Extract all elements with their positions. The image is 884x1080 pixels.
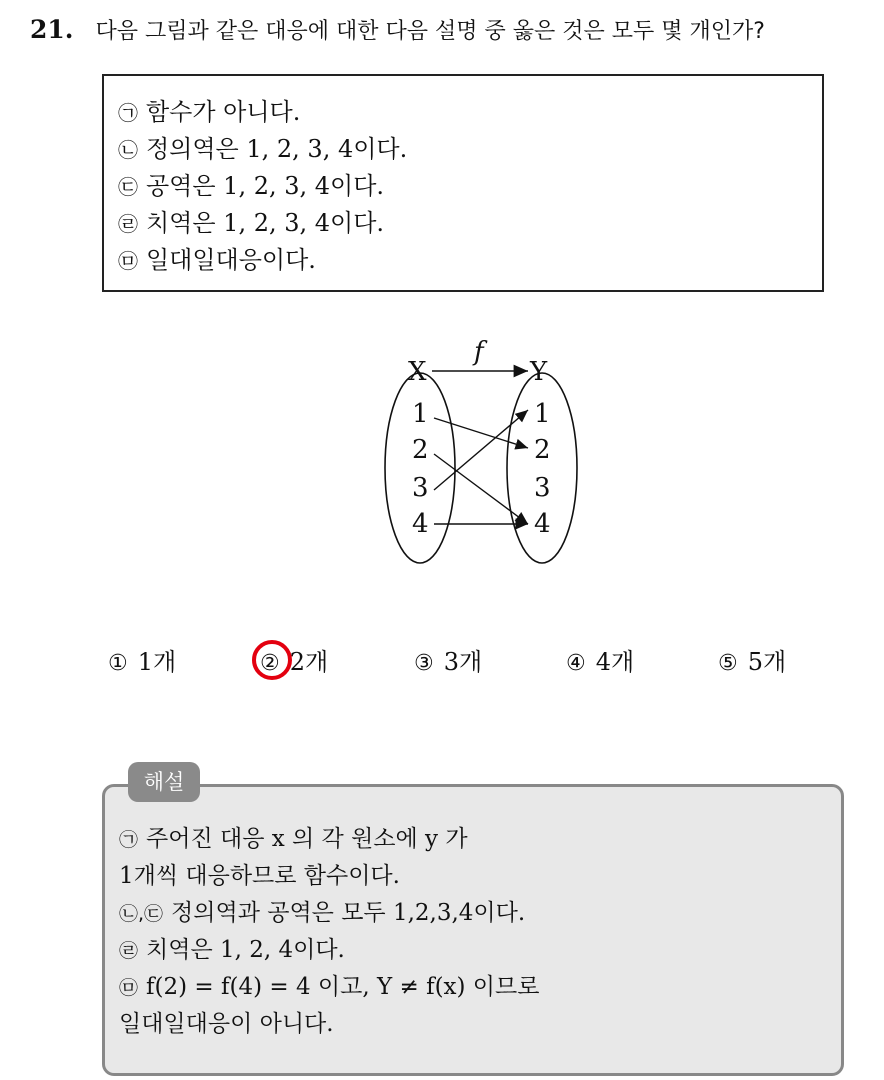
statement-item [118,131,822,168]
question-number: 21. [30,15,74,44]
choice-text: 3개 [443,648,483,676]
choice-number: ③ [414,651,434,676]
solution-text: f(2) = f(4) = 4 이고, Y ≠ f(x) 이므로 [146,974,540,1000]
solution-line [119,821,841,858]
solution-mark: ㉠ [119,829,139,851]
solution-tab: 해설 [128,762,200,802]
choice-number: ① [108,651,128,676]
mapping-diagram [370,330,600,570]
statement-mark: ㉠ [118,101,138,125]
solution-text: 정의역과 공역은 모두 1,2,3,4이다. [171,900,526,926]
domain-element: 1 [412,399,429,429]
solution-line [119,932,841,969]
codomain-element: 2 [534,435,551,465]
choice-number: ④ [566,651,586,676]
codomain-element: 1 [534,399,551,429]
statement-mark: ㉡ [118,138,138,162]
selected-choice-ring [252,640,292,680]
choice-4[interactable] [566,642,634,677]
statement-mark: ㉣ [118,212,138,236]
solution-text: 일대일대응이 아니다. [119,1011,334,1037]
choice-3[interactable] [414,642,482,677]
statement-text: 공역은 1, 2, 3, 4이다. [146,172,385,200]
statement-text: 치역은 1, 2, 3, 4이다. [146,209,385,237]
choice-text: 2개 [289,648,329,676]
statement-mark: ㉤ [118,249,138,273]
solution-line [119,969,841,1006]
solution-line [119,858,841,895]
codomain-element: 4 [534,509,551,539]
choice-text: 4개 [595,648,635,676]
choice-number: ② [260,651,280,676]
choice-text: 1개 [137,648,177,676]
answer-choices [0,642,884,688]
choice-5[interactable] [718,642,786,677]
function-label: f [474,337,484,367]
question-text: 다음 그림과 같은 대응에 대한 다음 설명 중 옳은 것은 모두 몇 개인가? [95,19,765,44]
solution-mark: ㉣ [119,940,139,962]
codomain-label: Y [530,357,548,387]
solution-line [119,1006,841,1043]
statement-item [118,205,822,242]
statement-text: 정의역은 1, 2, 3, 4이다. [146,135,408,163]
solution-text: 치역은 1, 2, 4이다. [146,937,345,963]
domain-element: 2 [412,435,429,465]
statement-mark: ㉢ [118,175,138,199]
statement-item [118,168,822,205]
statements-box [102,74,824,292]
statement-item [118,242,822,279]
statement-text: 일대일대응이다. [146,246,316,274]
domain-element: 4 [412,509,429,539]
mapping-arrow-2-4 [434,454,528,524]
choice-1[interactable] [108,642,176,677]
statement-text: 함수가 아니다. [146,98,301,126]
solution-text: 1개씩 대응하므로 함수이다. [119,863,400,889]
solution-mark: ㉡,㉢ [119,903,164,925]
solution-mark: ㉤ [119,977,139,999]
domain-label: X [408,357,427,387]
solution-box [102,784,844,1076]
statement-item [118,94,822,131]
solution-text: 주어진 대응 x 의 각 원소에 y 가 [146,826,468,852]
choice-number: ⑤ [718,651,738,676]
solution-line [119,895,841,932]
codomain-element: 3 [534,473,551,503]
choice-text: 5개 [747,648,787,676]
domain-element: 3 [412,473,429,503]
question-header [30,14,765,45]
